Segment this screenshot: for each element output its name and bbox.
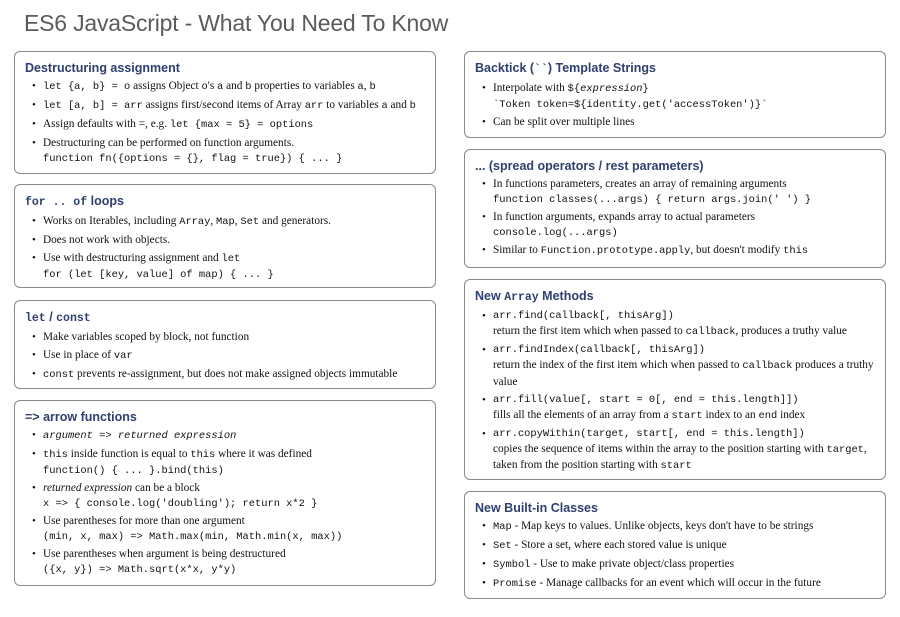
arrow-heading: => arrow functions bbox=[25, 410, 137, 424]
destructuring-heading: Destructuring assignment bbox=[25, 61, 180, 75]
spread-heading: ... (spread operators / rest parameters) bbox=[475, 159, 704, 173]
heading-text: Methods bbox=[538, 289, 594, 303]
arrow-list bbox=[25, 428, 425, 578]
code: Set bbox=[240, 216, 260, 228]
list-item bbox=[32, 330, 425, 346]
list-item bbox=[32, 547, 425, 578]
code: Set bbox=[493, 540, 512, 552]
code: Promise bbox=[493, 578, 537, 590]
heading-text: / bbox=[45, 310, 57, 324]
list-item bbox=[482, 243, 875, 260]
code: } bbox=[642, 83, 649, 95]
text: Destructuring can be performed on function arguments. bbox=[43, 137, 295, 149]
code: returned expression bbox=[117, 430, 237, 442]
text: and generators. bbox=[259, 215, 331, 227]
text: returned expression bbox=[43, 482, 133, 494]
list-item bbox=[32, 514, 425, 545]
text: , bbox=[363, 80, 370, 92]
list-item bbox=[32, 233, 425, 249]
destructuring-card bbox=[14, 51, 436, 174]
heading-text: Backtick ( bbox=[475, 61, 535, 75]
list-item bbox=[482, 210, 875, 241]
list-item bbox=[32, 98, 425, 115]
array-methods-list bbox=[475, 309, 875, 475]
letconst-list bbox=[25, 330, 425, 384]
text: Use parentheses when argument is being destructured bbox=[43, 548, 286, 560]
heading-text: ) Template Strings bbox=[547, 61, 656, 75]
text: Interpolate with bbox=[493, 82, 568, 94]
code-example: ({x, y}) => Math.sqrt(x*x, y*y) bbox=[43, 563, 237, 576]
list-item bbox=[32, 251, 425, 283]
code: end bbox=[758, 409, 778, 422]
code: b bbox=[409, 100, 416, 112]
code-example: • arr.fill(value[, start = 0[, end = this.length]]) bbox=[493, 393, 799, 406]
heading-text: loops bbox=[87, 194, 124, 208]
code: a bbox=[217, 81, 224, 93]
text: Use with destructuring assignment and bbox=[43, 252, 222, 264]
code: let bbox=[221, 253, 241, 265]
code: => bbox=[92, 430, 118, 442]
text: Works on Iterables, including bbox=[43, 215, 180, 227]
code-example: for (let [key, value] of map) { ... } bbox=[43, 268, 274, 281]
code: callback bbox=[685, 326, 736, 338]
code: argument bbox=[43, 430, 93, 442]
code-example: `Token token=${identity.get('accessToken')}` bbox=[493, 98, 768, 111]
code-example: • arr.findIndex(callback[, thisArg]) bbox=[493, 344, 706, 356]
text: 's bbox=[207, 80, 218, 92]
list-item bbox=[32, 447, 425, 479]
list-item bbox=[482, 115, 875, 131]
code: this bbox=[783, 245, 809, 257]
text: properties to variables bbox=[251, 80, 358, 92]
page-title: ES6 JavaScript - What You Need To Know bbox=[24, 10, 449, 36]
text: , taken from the position starting with bbox=[493, 442, 867, 471]
heading-code: for .. of bbox=[25, 196, 88, 209]
text: copies the sequence of items within the array to the position starting with bbox=[493, 442, 827, 455]
text: Does not work with objects. bbox=[43, 234, 171, 246]
loops-heading bbox=[25, 193, 425, 211]
text: Assign defaults with =, e.g. bbox=[43, 118, 170, 130]
code: callback bbox=[742, 360, 793, 372]
code: o bbox=[201, 81, 208, 93]
list-item bbox=[32, 481, 425, 512]
list-item bbox=[482, 81, 875, 113]
loops-list bbox=[25, 214, 425, 283]
text: Use in place of bbox=[43, 349, 114, 361]
text: Use parentheses for more than one argument bbox=[43, 515, 245, 527]
spread-list bbox=[475, 177, 875, 260]
text: index bbox=[777, 408, 806, 421]
builtins-list bbox=[475, 519, 875, 593]
code-example: • arr.find(callback[, thisArg]) bbox=[493, 310, 674, 322]
list-item bbox=[482, 576, 875, 593]
code: b bbox=[245, 81, 252, 93]
text: index to an bbox=[702, 408, 759, 421]
text: Similar to bbox=[493, 244, 541, 256]
text: assigns first/second items of Array bbox=[142, 99, 305, 111]
array-methods-heading bbox=[475, 288, 875, 306]
builtins-card bbox=[464, 491, 886, 599]
code: Map bbox=[216, 216, 235, 228]
list-item bbox=[32, 428, 425, 445]
text: - Store a set, where each stored value is unique bbox=[511, 539, 727, 551]
code: Function.prototype.apply bbox=[540, 245, 691, 257]
text: Make variables scoped by block, not function bbox=[43, 331, 250, 343]
heading-code: `` bbox=[534, 63, 548, 76]
code: b bbox=[369, 81, 376, 93]
list-item bbox=[32, 214, 425, 231]
template-card bbox=[464, 51, 886, 138]
list-item bbox=[482, 177, 875, 208]
code: Array bbox=[179, 216, 211, 228]
heading-code: let bbox=[25, 312, 46, 325]
list-item bbox=[482, 309, 875, 341]
code: start bbox=[660, 460, 692, 472]
text: return the index of the first item which when passed to bbox=[493, 359, 743, 371]
code-example: console.log(...args) bbox=[493, 226, 618, 239]
list-item bbox=[32, 79, 425, 96]
list-item bbox=[482, 427, 875, 475]
text: - Map keys to values. Unlike objects, keys don't have to be strings bbox=[511, 520, 814, 532]
array-methods-card bbox=[464, 279, 886, 480]
spread-card bbox=[464, 149, 886, 268]
text: to variables bbox=[323, 99, 382, 111]
text: - Manage callbacks for an event which will occur in the future bbox=[536, 577, 821, 589]
heading-code: const bbox=[56, 312, 91, 325]
code: let [a, b] = arr bbox=[43, 100, 143, 112]
code: ${ bbox=[567, 83, 581, 95]
template-list bbox=[475, 81, 875, 131]
letconst-card bbox=[14, 300, 436, 389]
text: can be a block bbox=[132, 482, 200, 494]
text: produces a truthy value bbox=[493, 359, 874, 388]
text: In functions parameters, creates an array of remaining arguments bbox=[493, 178, 787, 190]
text: where it was defined bbox=[215, 448, 312, 460]
text: and bbox=[223, 80, 246, 92]
code-example: • arr.copyWithin(target, start[, end = this.length]) bbox=[493, 427, 805, 440]
list-item bbox=[32, 117, 425, 134]
heading-text: New bbox=[475, 289, 505, 303]
text: inside function is equal to bbox=[67, 448, 191, 460]
text: prevents re-assignment, but does not make assigned objects immutable bbox=[74, 368, 398, 380]
list-item bbox=[482, 519, 875, 536]
list-item bbox=[482, 538, 875, 555]
text: return the first item which when passed to bbox=[493, 325, 686, 337]
code-example: function() { ... }.bind(this) bbox=[43, 464, 224, 477]
text: Can be split over multiple lines bbox=[493, 116, 635, 128]
destructuring-list bbox=[25, 79, 425, 167]
list-item bbox=[32, 348, 425, 365]
heading-code: Array bbox=[504, 291, 539, 304]
loops-card bbox=[14, 184, 436, 288]
code: this bbox=[190, 449, 216, 461]
text: fills all the elements of an array from a bbox=[493, 408, 672, 421]
code-example: (min, x, max) => Math.max(min, Math.min(x, max)) bbox=[43, 530, 343, 543]
text: , produces a truthy value bbox=[735, 325, 847, 337]
text: - Use to make private object/class properties bbox=[530, 558, 735, 570]
text: and bbox=[387, 99, 410, 111]
code-example: x => { console.log('doubling'); return x*2 } bbox=[43, 497, 318, 510]
code: a bbox=[381, 100, 388, 112]
code: let {max = 5} = options bbox=[169, 119, 314, 131]
code: Map bbox=[493, 521, 512, 533]
list-item bbox=[482, 393, 875, 425]
arrow-card bbox=[14, 400, 436, 586]
list-item bbox=[32, 367, 425, 384]
code: this bbox=[43, 449, 68, 461]
code-example: function classes(...args) { return args.join(' ') } bbox=[493, 193, 812, 206]
text: , bbox=[210, 215, 217, 227]
code: Symbol bbox=[493, 559, 531, 571]
text: assigns Object bbox=[130, 80, 202, 92]
code: a bbox=[357, 81, 364, 93]
letconst-heading bbox=[25, 309, 425, 327]
text: , bbox=[234, 215, 241, 227]
list-item bbox=[32, 136, 425, 167]
code: arr bbox=[304, 100, 324, 112]
template-heading bbox=[475, 60, 875, 78]
builtins-heading: New Built-in Classes bbox=[475, 501, 598, 515]
list-item bbox=[482, 343, 875, 390]
code: var bbox=[113, 350, 133, 362]
list-item bbox=[482, 557, 875, 574]
text: , but doesn't modify bbox=[690, 244, 784, 256]
code: start bbox=[671, 409, 703, 422]
code-example: function fn({options = {}, flag = true}) { ... } bbox=[43, 152, 343, 165]
code: target bbox=[826, 443, 864, 456]
text: In function arguments, expands array to actual parameters bbox=[493, 211, 756, 223]
code: const bbox=[43, 369, 75, 381]
code: let {a, b} = o bbox=[43, 81, 131, 93]
code: expression bbox=[580, 83, 643, 95]
